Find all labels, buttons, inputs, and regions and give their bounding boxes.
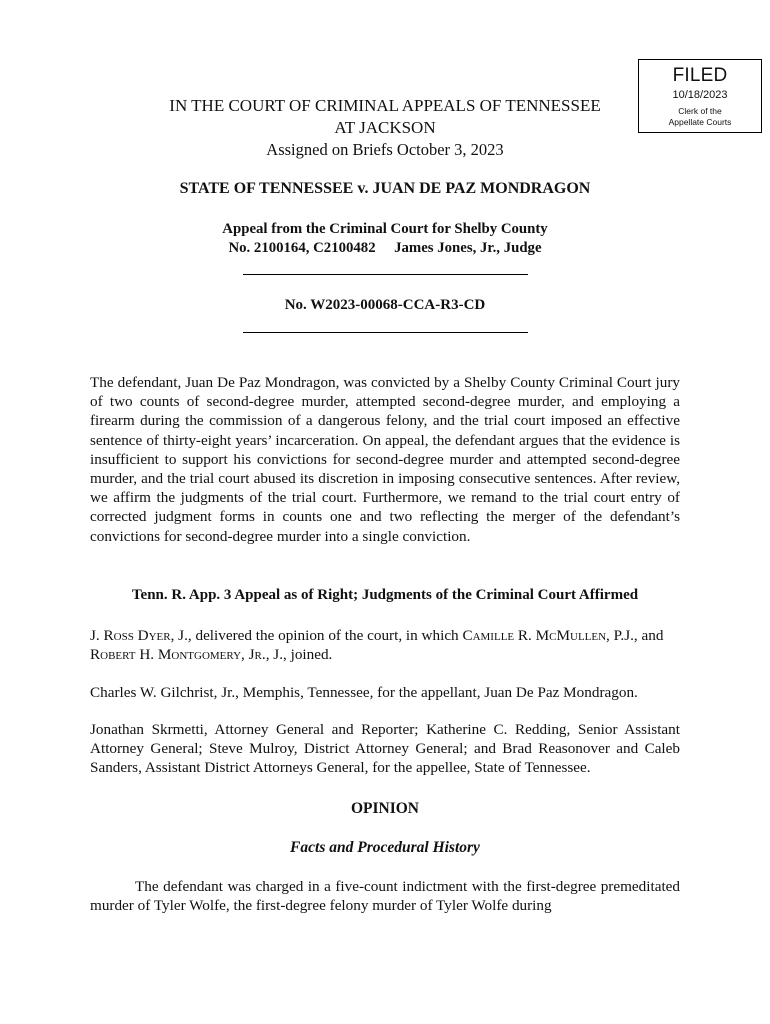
judge2-name: Robert H. Montgomery, Jr.: [90, 646, 266, 664]
case-summary: The defendant, Juan De Paz Mondragon, was convicted by a Shelby County Criminal Court jury of two counts of second-degree murder, attempted second-degree murder, and employing a firearm during the commission of a dangerous felony, and the trial court imposed an effective sentence of thirty-eight years’ incarceration. On appeal, the defendant argues that the evidence is insufficient to support his convictions for second-degree murder and attempted second-degree murder, and the trial court abused its discretion in imposing consecutive sentences. After review, we affirm the judgments of the trial court. Furthermore, we remand to the trial court entry of corrected judgment forms in counts one and two reflecting the merger of the defendant’s convictions for second-degree murder into a single conviction.: [90, 374, 680, 545]
judges-closing: , J., joined.: [265, 646, 333, 664]
court-line-1: IN THE COURT OF CRIMINAL APPEALS OF TENNESSEE: [169, 96, 601, 115]
stamp-appellate-line: Appellate Courts: [668, 117, 732, 127]
judge1-suffix: , P.J., and: [606, 627, 664, 644]
author-suffix: , J., delivered the opinion of the court, in which: [170, 627, 463, 644]
docket-number: No. W2023-00068-CCA-R3-CD: [284, 297, 486, 313]
facts-paragraph: The defendant was charged in a five-count indictment with the first-degree premeditated murder of Tyler Wolfe, the first-degree felony murder of Tyler Wolfe during: [90, 878, 680, 915]
opinion-authors: [90, 626, 680, 664]
court-line-2: AT JACKSON: [334, 118, 436, 137]
stamp-filed-label: FILED: [672, 65, 728, 86]
facts-heading: Facts and Procedural History: [290, 839, 480, 856]
court-name: [80, 95, 690, 139]
judge1-name: Camille R. McMullen: [462, 627, 607, 644]
stamp-date: 10/18/2023: [672, 89, 728, 101]
divider-bottom: [243, 332, 528, 333]
counsel-appellee: Jonathan Skrmetti, Attorney General and Reporter; Katherine C. Redding, Senior Assistant Attorney General; Steve Mulroy, District Attorney General; and Brad Reasonover and Caleb Sanders, Assistant District Attorneys General, for the appellee, State of Tennessee.: [90, 721, 680, 777]
opinion-heading: OPINION: [350, 800, 420, 817]
counsel-appellant: Charles W. Gilchrist, Jr., Memphis, Tennessee, for the appellant, Juan De Paz Mondragon.: [90, 684, 638, 701]
appeal-info: [0, 220, 770, 258]
author-name: J. Ross Dyer: [90, 627, 171, 644]
holding: Tenn. R. App. 3 Appeal as of Right; Judgments of the Criminal Court Affirmed: [131, 587, 639, 603]
divider-top: [243, 274, 528, 275]
stamp-clerk-line: Clerk of the: [678, 106, 722, 116]
appeal-court-line: Appeal from the Criminal Court for Shelby County: [222, 221, 548, 237]
appeal-judge-line: No. 2100164, C2100482 James Jones, Jr., Judge: [228, 240, 542, 256]
case-caption: STATE OF TENNESSEE v. JUAN DE PAZ MONDRAGON: [179, 180, 591, 197]
assigned-date: Assigned on Briefs October 3, 2023: [266, 140, 504, 159]
